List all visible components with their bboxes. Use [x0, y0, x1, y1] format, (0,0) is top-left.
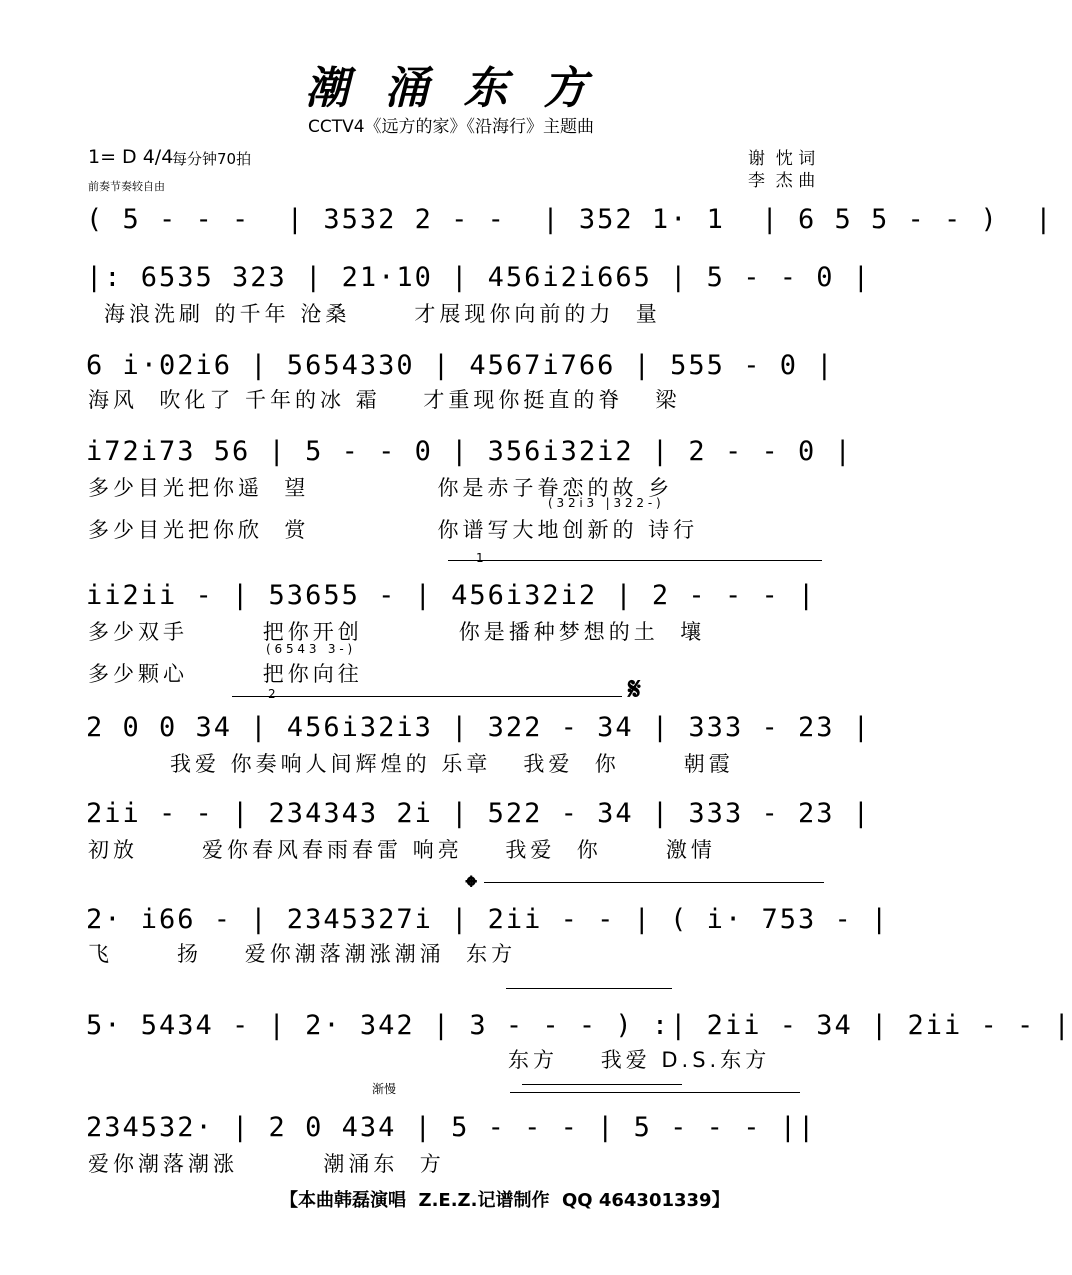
lyrics-row-5a: 多少双手 把你开创 你是播种梦想的土 壤 [88, 620, 706, 644]
tempo-marking: 每分钟70拍 [172, 150, 252, 168]
lyrics-row-9: 东方 我爱 D.S.东方 [508, 1048, 771, 1072]
notation-row-4: i72i73 56 | 5 - - 0 | 356i32i2 | 2 - - 0 | [86, 436, 853, 467]
alt-melody-2: ( 6 5 4 3 3 - ) [266, 642, 353, 656]
alt-melody-1: ( 3 2 i 3 | 3 2 2 - ) [548, 496, 661, 510]
volta-1b-line [484, 882, 824, 883]
notation-row-1: ( 5 - - - | 3532 2 - - | 352 1· 1 | 6 5 5 - - ) | [86, 204, 1054, 235]
volta-1-number: 1 [476, 551, 484, 565]
composer-credit: 李 杰 曲 [748, 171, 816, 191]
notation-row-9: 5· 5434 - | 2· 342 | 3 - - - ) :| 2ii - 34 | 2ii - - | [86, 1010, 1072, 1041]
lyrics-row-5b: 多少颗心 把你向往 [88, 662, 363, 686]
volta-2-line [232, 696, 622, 697]
lyrics-row-7: 初放 爱你春风春雨春雷 响亮 我爱 你 激情 [88, 838, 716, 862]
notation-row-6: 2 0 0 34 | 456i32i3 | 322 - 34 | 333 - 23 | [86, 712, 871, 743]
intro-note: 前奏节奏较自由 [88, 180, 165, 193]
segno-sign: 𝄋 [628, 672, 641, 707]
song-subtitle: CCTV4《远方的家》《沿海行》主题曲 [307, 117, 595, 137]
ritardando-mark: 渐慢 [372, 1082, 397, 1096]
lyrics-row-4b: 多少目光把你欣 赏 你谱写大地创新的 诗行 [88, 518, 699, 542]
fermata-line-2 [510, 1092, 800, 1093]
volta-1-line [448, 560, 822, 561]
volta-2b-line [506, 988, 672, 989]
song-title: 潮 涌 东 方 [305, 63, 597, 114]
notation-row-8: 2· i66 - | 2345327i | 2ii - - | ( i· 753 - | [86, 904, 890, 935]
lyrics-row-10: 爱你潮落潮涨 潮涌东 方 [88, 1152, 445, 1176]
notation-row-2: |: 6535 323 | 21·10 | 456i2i665 | 5 - - 0 | [86, 262, 871, 293]
lyricist-credit: 谢 忱 词 [748, 149, 816, 169]
volta-2-number: 2 [268, 687, 276, 701]
lyrics-row-8: 飞 扬 爱你潮落潮涨潮涌 东方 [88, 942, 517, 966]
lyrics-row-4a: 多少目光把你遥 望 你是赤子眷恋的故 乡 [88, 476, 674, 500]
notation-row-10: 234532· | 2 0 434 | 5 - - - | 5 - - - || [86, 1112, 817, 1143]
notation-row-5: ii2ii - | 53655 - | 456i32i2 | 2 - - - | [86, 580, 817, 611]
lyrics-row-2: 海浪洗刷 的千年 沧桑 才展现你向前的力 量 [104, 302, 661, 326]
fermata-line-1 [522, 1084, 682, 1085]
credits-footer: 【本曲韩磊演唱 Z.E.Z.记谱制作 QQ 464301339】 [280, 1190, 730, 1211]
key-signature: 1= D 4/4 [88, 146, 174, 168]
notation-row-3: 6 i·02i6 | 5654330 | 4567i766 | 555 - 0 | [86, 350, 835, 381]
lyrics-row-3: 海风 吹化了 千年的冰 霜 才重现你挺直的脊 梁 [88, 388, 681, 412]
notation-row-7: 2ii - - | 234343 2i | 522 - 34 | 333 - 23 | [86, 798, 871, 829]
coda-sign: 𝄌 [466, 870, 477, 905]
lyrics-row-6: 我爱 你奏响人间辉煌的 乐章 我爱 你 朝霞 [170, 752, 734, 776]
